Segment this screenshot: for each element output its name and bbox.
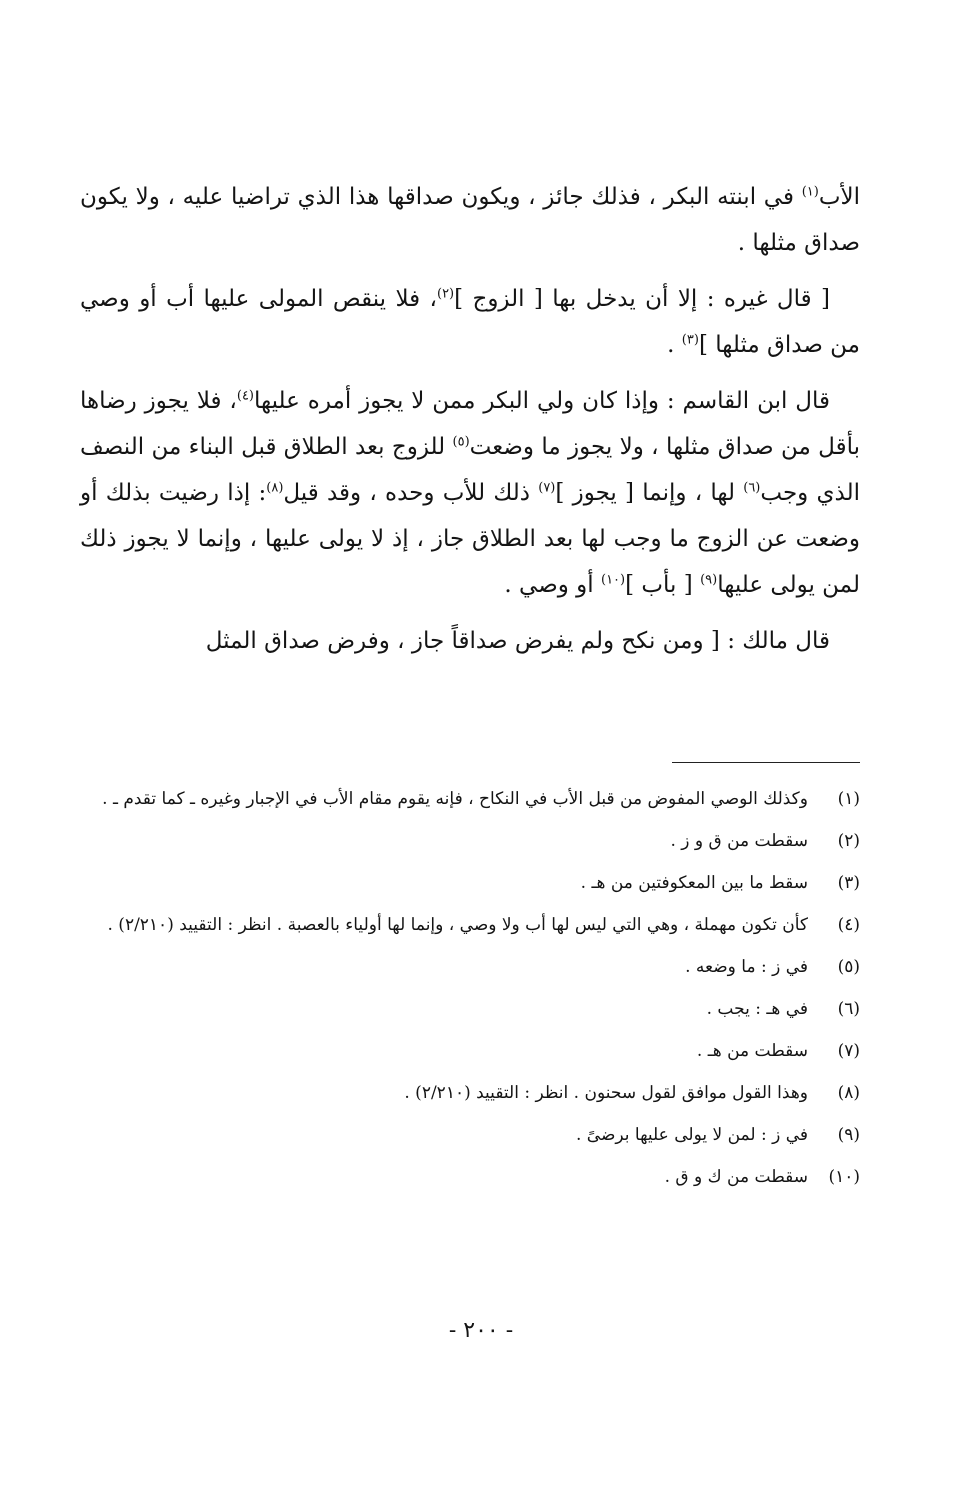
footnote-ref: (٦) [743, 480, 761, 496]
footnote-text: كأن تكون مهملة ، وهي التي ليس لها أب ولا وصي ، وإنما لها أولياء بالعصبة . انظر : التقييد (٢/٢١٠) . [107, 915, 808, 935]
footnote-ref: (٧) [538, 480, 556, 496]
footnote-ref: (١٠) [600, 572, 626, 588]
text-run: [ بأب ] [625, 572, 701, 598]
text-run: للزوج بعد الطلاق قبل البناء من النصف الذي وجب [80, 434, 860, 506]
footnote-number: (٥) [837, 957, 860, 977]
footnote-text: سقط ما بين المعكوفتين من هـ . [580, 873, 808, 893]
footnote-ref: (٢) [436, 286, 455, 302]
footnote-text: سقطت من ك و ق . [664, 1167, 808, 1187]
footnote-number: (٦) [837, 999, 860, 1019]
footnote [80, 1036, 860, 1066]
footnote [80, 910, 860, 940]
footnote-number: (٣) [837, 873, 860, 893]
footnote-number: (١٠) [828, 1167, 860, 1187]
footnote [80, 868, 860, 898]
footnote-number: (٤) [837, 915, 860, 935]
footnote-number: (١) [837, 789, 860, 809]
text-run: ، فلا ينقص المولى عليها أب أو وصي من صداق مثلها ] [80, 286, 860, 358]
footnote [80, 1078, 860, 1108]
paragraph [80, 174, 860, 266]
main-text [80, 174, 860, 674]
text-run: قال ابن القاسم : وإذا كان ولي البكر ممن لا يجوز أمره عليها [254, 388, 830, 414]
paragraph [80, 276, 860, 368]
footnote-ref: (٤) [236, 388, 254, 404]
footnote-ref: (٩) [700, 572, 718, 588]
page-number: - ٢٠٠ - [448, 1318, 514, 1343]
text-run: أو وصي . [504, 572, 601, 598]
footnotes [80, 784, 860, 1204]
footnote [80, 784, 860, 814]
footnote-ref: (٥) [452, 434, 470, 450]
footnote-number: (٨) [837, 1083, 860, 1103]
footnote-text: في ز : ما وضعه . [685, 957, 808, 977]
paragraph [80, 618, 860, 664]
footnote-text: في ز : لمن لا يولى عليها برضىً . [575, 1125, 808, 1145]
footnote-number: (٩) [837, 1125, 860, 1145]
footnote [80, 1162, 860, 1192]
text-run: : إذا رضيت بذلك أو وضعت عن الزوج ما وجب لها بعد الطلاق جاز ، إذ لا يولى عليها ، وإنما لا يجوز ذلك لمن يولى عليها [80, 480, 860, 598]
text-run: ، فلا يجوز رضاها بأقل من صداق مثلها ، ولا يجوز ما وضعت [80, 388, 860, 460]
footnote [80, 994, 860, 1024]
footnote-text: وهذا القول موافق لقول سحنون . انظر : التقييد (٢/٢١٠) . [404, 1083, 808, 1103]
footnote-text: سقطت من هـ . [696, 1041, 808, 1061]
text-run: [ قال غيره : إلا أن يدخل بها [ الزوج ] [454, 286, 831, 312]
footnote-number: (٢) [837, 831, 860, 851]
paragraph [80, 378, 860, 608]
text-run: . [667, 332, 682, 358]
footnote-text: في هـ : يجب . [706, 999, 808, 1019]
footnote-ref: (٨) [266, 480, 284, 496]
footnote-number: (٧) [837, 1041, 860, 1061]
footnote-ref: (١) [801, 184, 819, 200]
footnote [80, 826, 860, 856]
footnote-ref: (٣) [681, 332, 699, 348]
footnote [80, 952, 860, 982]
footnote-separator [672, 762, 860, 763]
footnote [80, 1120, 860, 1150]
footnote-text: وكذلك الوصي المفوض من قبل الأب في النكاح ، فإنه يقوم مقام الأب في الإجبار وغيره ـ كما تقدم ـ . [102, 789, 808, 809]
text-run: ذلك للأب وحده ، وقد قيل [283, 480, 539, 506]
footnote-text: سقطت من ق و ز . [670, 831, 808, 851]
text-run: لها ، وإنما [ يجوز ] [555, 480, 744, 506]
text-run: الأب [818, 184, 860, 210]
text-run: في ابنته البكر ، فذلك جائز ، ويكون صداقها هذا الذي تراضيا عليه ، ولا يكون صداق مثلها . [80, 184, 860, 256]
text-run: قال مالك : [ ومن نكح ولم يفرض صداقاً جاز ، وفرض صداق المثل [205, 628, 830, 654]
